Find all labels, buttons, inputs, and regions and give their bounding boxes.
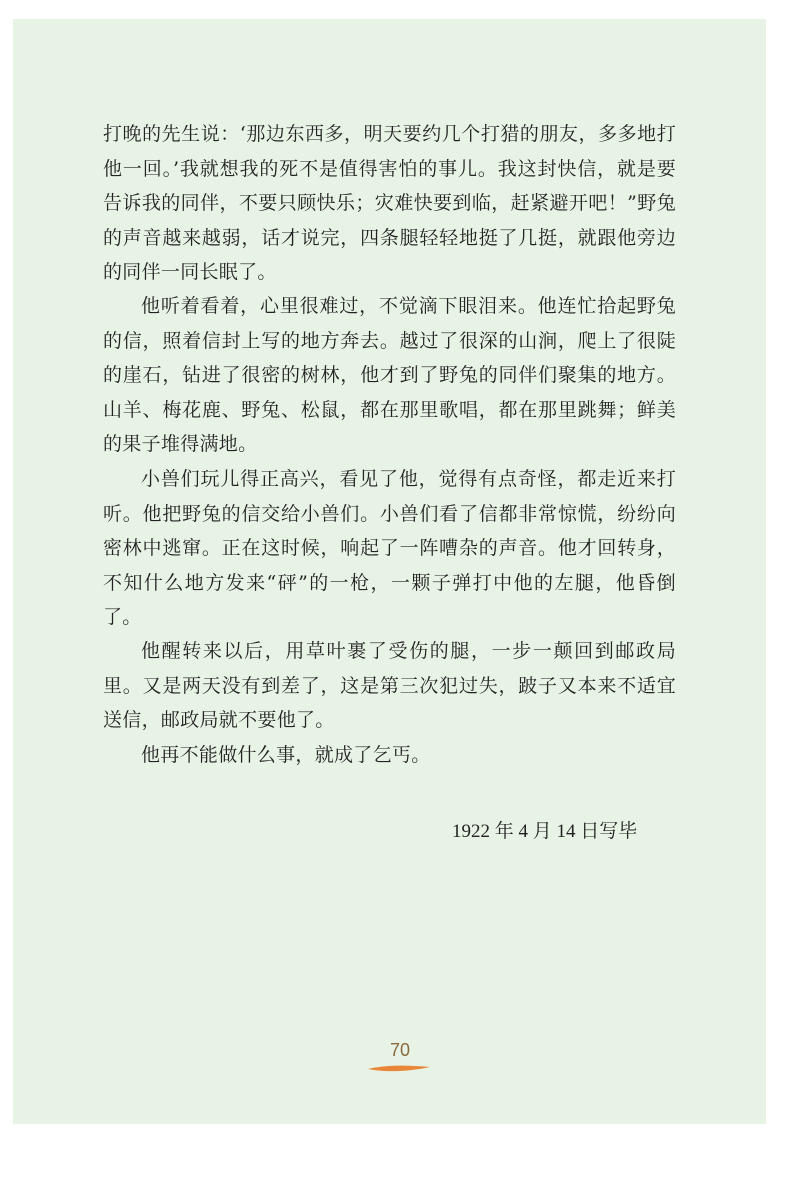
paragraph-1: 打晚的先生说：‘那边东西多，明天要约几个打猎的朋友，多多地打他一回。’我就想我的死不是值得害怕的事儿。我这封快信，就是要告诉我的同伴，不要只顾快乐；灾难快要到临，赶紧避开吧！”野兔的声音越来越弱，话才说完，四条腿轻轻地挺了几挺，就跟他旁边的同伴一同长眠了。 [103,123,676,283]
paragraph-5: 他再不能做什么事，就成了乞丐。 [141,744,431,766]
page-number: 70 [389,1040,411,1060]
paragraph-4: 他醒转来以后，用草叶裹了受伤的腿，一步一颠回到邮政局里。又是两天没有到差了，这是第三次犯过失，跛子又本来不适宜送信，邮政局就不要他了。 [103,640,676,731]
date-signoff: 1922 年 4 月 14 日写毕 [452,821,638,842]
paragraph-3: 小兽们玩儿得正高兴，看见了他，觉得有点奇怪，都走近来打听。他把野兔的信交给小兽们。小兽们看了信都非常惊慌，纷纷向密林中逃窜。正在这时候，响起了一阵嘈杂的声音。他才回转身，不知什么地方发来“砰”的一枪，一颗子弹打中他的左腿，他昏倒了。 [103,468,676,628]
page-number-swoosh-icon [366,1062,432,1074]
paragraph-2: 他听着看着，心里很难过，不觉滴下眼泪来。他连忙拾起野兔的信，照着信封上写的地方奔去。越过了很深的山涧，爬上了很陡的崖石，钻进了很密的树林，他才到了野兔的同伴们聚集的地方。山羊、梅花鹿、野兔、松鼠，都在那里歌唱，都在那里跳舞；鲜美的果子堆得满地。 [103,295,676,455]
